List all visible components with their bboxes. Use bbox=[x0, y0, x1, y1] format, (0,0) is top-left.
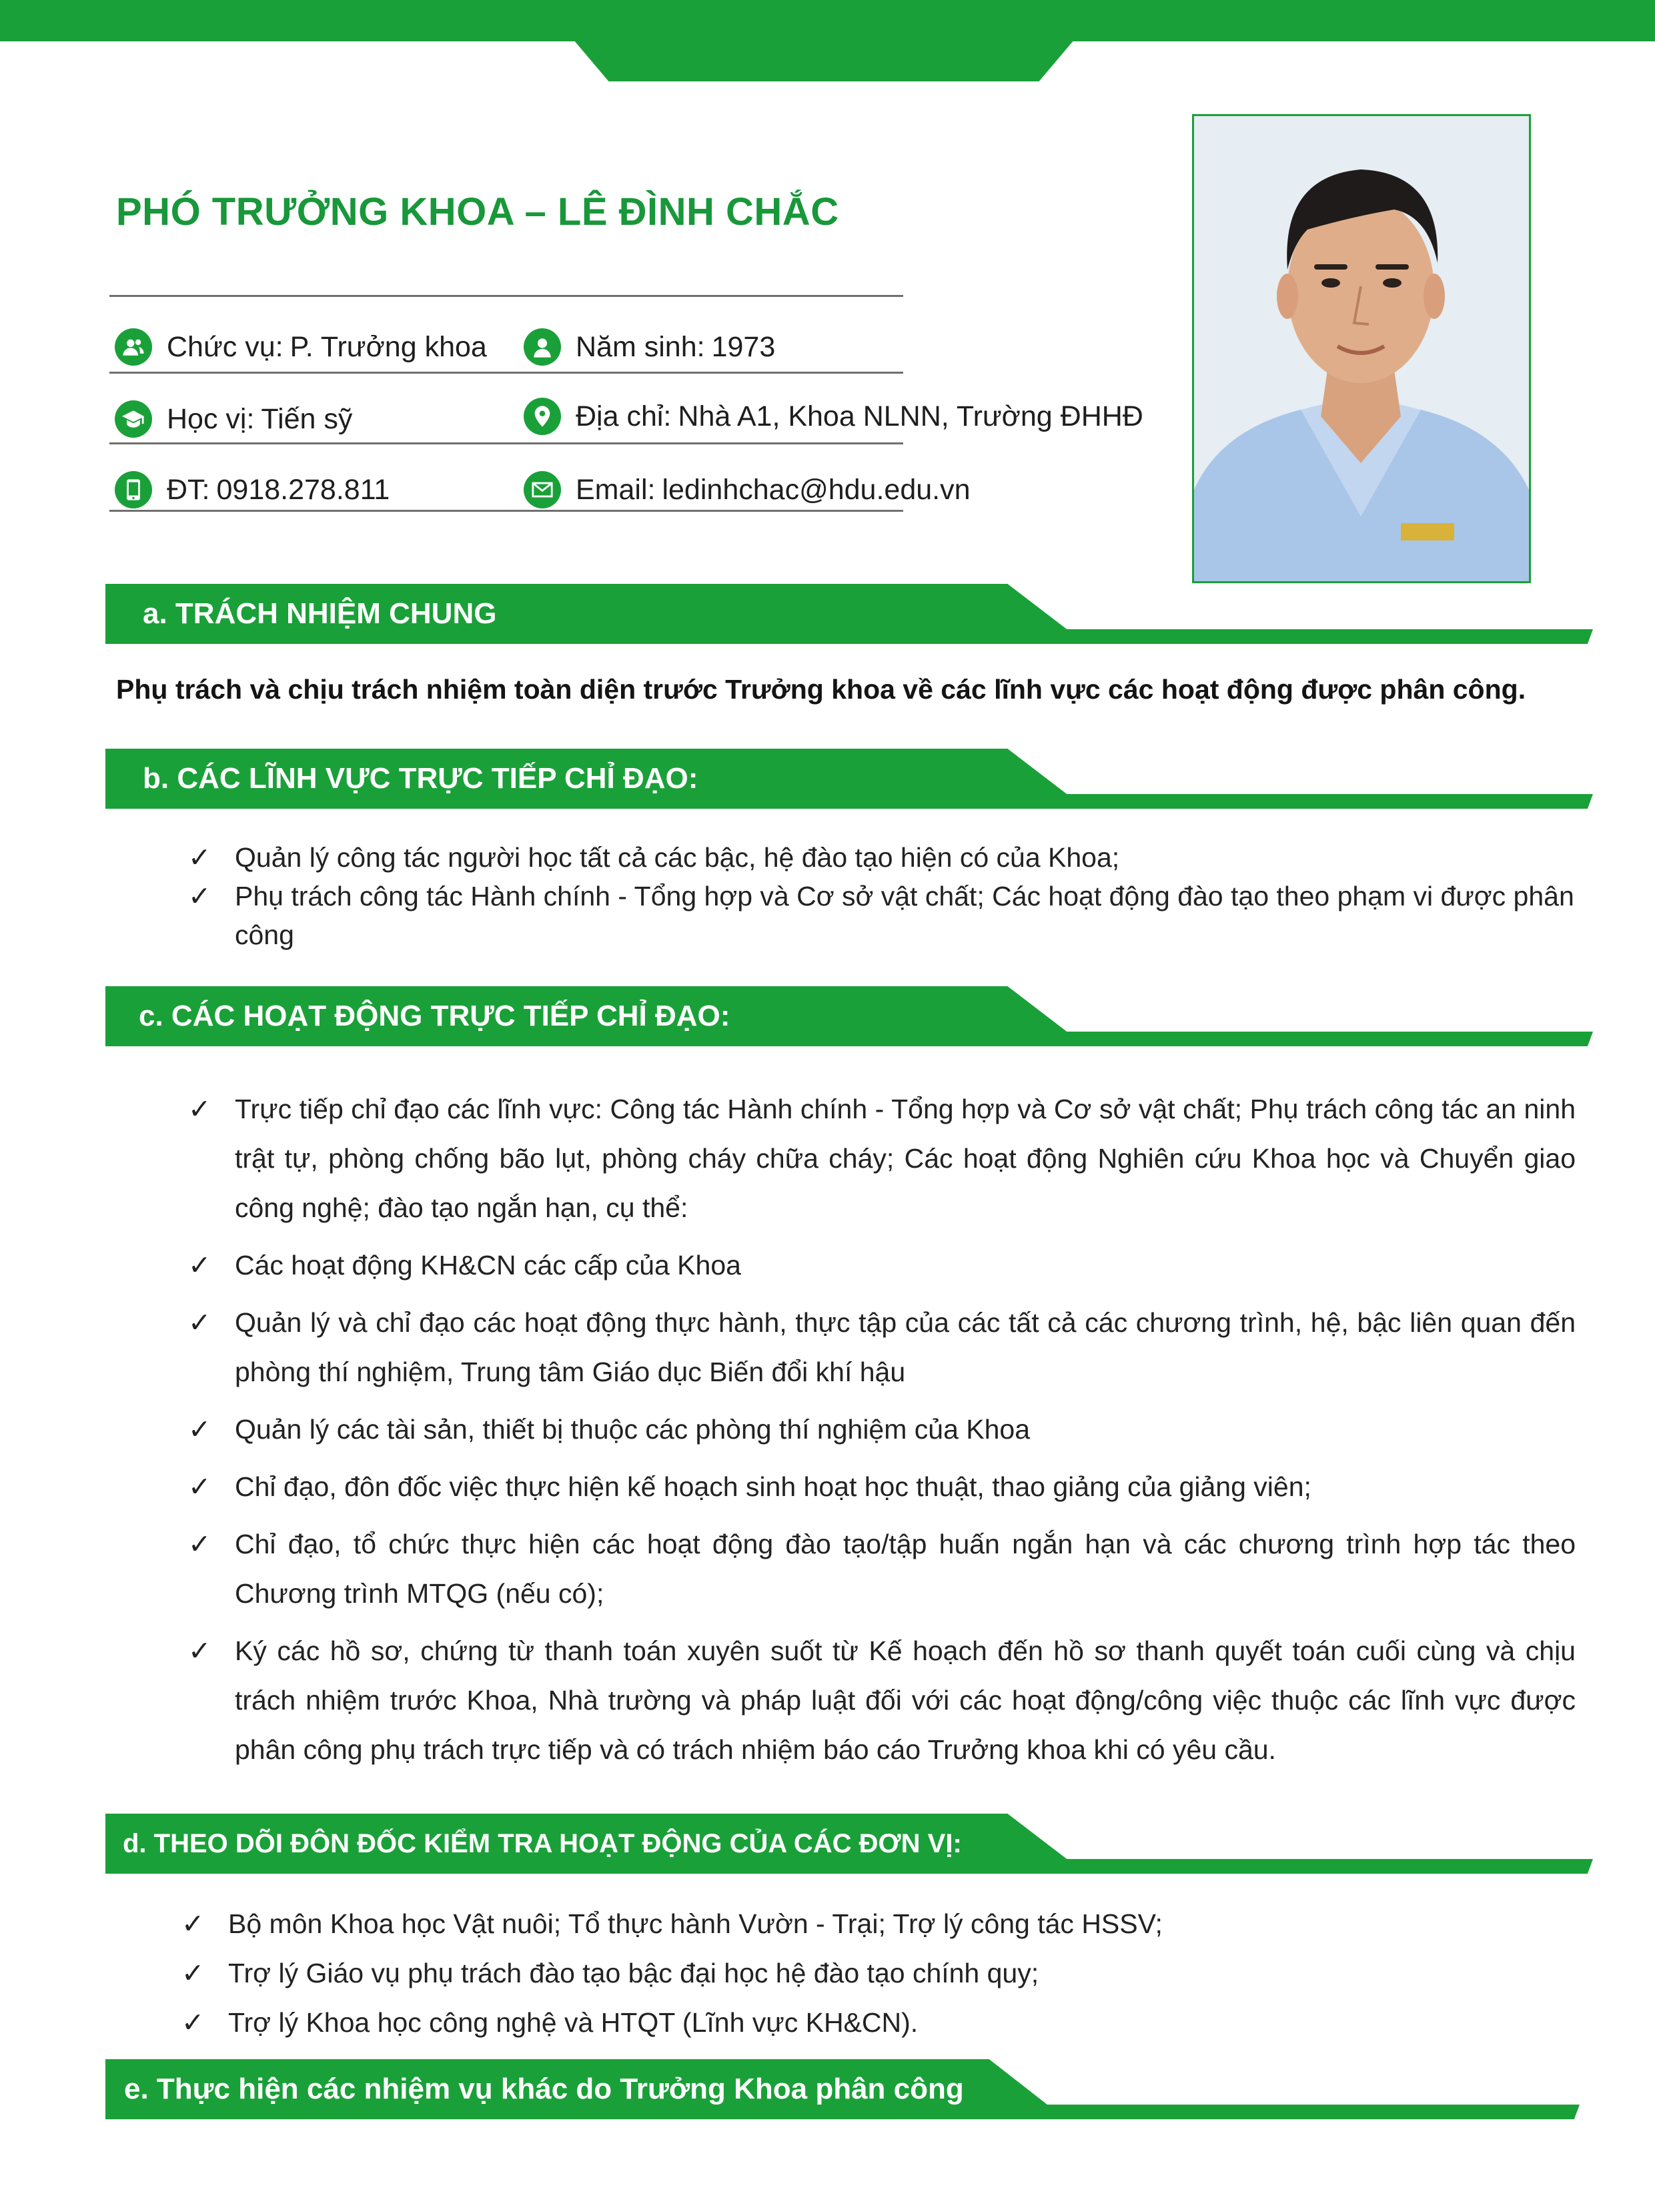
list-item: ✓ Chỉ đạo, đôn đốc việc thực hiện kế hoạch sinh hoạt học thuật, thao giảng của giảng viên; bbox=[188, 1462, 1576, 1511]
section-c-header bbox=[105, 986, 1593, 1046]
list-item: ✓ Trực tiếp chỉ đạo các lĩnh vực: Công tác Hành chính - Tổng hợp và Cơ sở vật chất; Phụ trách công tác an ninh trật tự, phòng chống bão lụt, phòng cháy chữa cháy; Các hoạt động Nghiên cứu Khoa học và Chuyển giao công nghệ; đào tạo ngắn hạn, cụ thể: bbox=[188, 1084, 1576, 1232]
position-row bbox=[115, 328, 487, 366]
address-row bbox=[524, 398, 1143, 435]
section-d-heading: d. THEO DÕI ĐÔN ĐỐC KIỂM TRA HOẠT ĐỘNG CỦA CÁC ĐƠN VỊ: bbox=[123, 1829, 962, 1858]
users-icon bbox=[115, 328, 152, 366]
check-icon: ✓ bbox=[188, 1250, 211, 1280]
divider bbox=[109, 295, 903, 297]
section-e-header bbox=[105, 2059, 1593, 2119]
position-value: P. Trưởng khoa bbox=[290, 330, 487, 363]
section-a-heading: a. TRÁCH NHIỆM CHUNG bbox=[143, 597, 497, 630]
list-item: ✓ Phụ trách công tác Hành chính - Tổng hợp và Cơ sở vật chất; Các hoạt động đào tạo theo phạm vi được phân công bbox=[188, 877, 1576, 954]
check-icon: ✓ bbox=[188, 1307, 211, 1338]
envelope-icon bbox=[524, 471, 561, 508]
degree-value: Tiến sỹ bbox=[261, 402, 353, 435]
list-item: ✓ Quản lý các tài sản, thiết bị thuộc các phòng thí nghiệm của Khoa bbox=[188, 1405, 1576, 1454]
check-icon: ✓ bbox=[188, 881, 211, 911]
list-item: ✓ Trợ lý Giáo vụ phụ trách đào tạo bậc đại học hệ đào tạo chính quy; bbox=[181, 1948, 1569, 1998]
list-item: ✓ Chỉ đạo, tổ chức thực hiện các hoạt động đào tạo/tập huấn ngắn hạn và các chương trình hợp tác theo Chương trình MTQG (nếu có); bbox=[188, 1519, 1576, 1618]
list-item: ✓ Bộ môn Khoa học Vật nuôi; Tổ thực hành Vườn - Trại; Trợ lý công tác HSSV; bbox=[181, 1899, 1569, 1948]
check-icon: ✓ bbox=[188, 1414, 211, 1445]
list-item: ✓ Quản lý công tác người học tất cả các bậc, hệ đào tạo hiện có của Khoa; bbox=[188, 838, 1576, 877]
email-label: Email: bbox=[576, 473, 656, 506]
section-a-header bbox=[105, 584, 1593, 644]
check-icon: ✓ bbox=[188, 842, 211, 873]
list-item: ✓ Ký các hồ sơ, chứng từ thanh toán xuyên suốt từ Kế hoạch đến hồ sơ thanh quyết toán cuối cùng và chịu trách nhiệm trước Khoa, Nhà trường và pháp luật đối với các hoạt động/công việc thuộc các lĩnh vực được phân công phụ trách trực tiếp và có trách nhiệm báo cáo Trưởng khoa khi có yêu cầu. bbox=[188, 1626, 1576, 1774]
address-label: Địa chỉ: bbox=[576, 400, 672, 432]
section-b-header bbox=[105, 749, 1593, 809]
section-e-heading: e. Thực hiện các nhiệm vụ khác do Trưởng Khoa phân công bbox=[124, 2073, 964, 2105]
section-d-list bbox=[181, 1899, 1569, 2047]
phone-value: 0918.278.811 bbox=[216, 473, 390, 506]
check-icon: ✓ bbox=[181, 1908, 205, 1939]
top-banner bbox=[0, 0, 1655, 41]
check-icon: ✓ bbox=[188, 1635, 211, 1666]
graduation-cap-icon bbox=[115, 400, 152, 438]
phone-label: ĐT: bbox=[167, 473, 210, 506]
email-link[interactable]: ledinhchac@hdu.edu.vn bbox=[662, 473, 971, 506]
check-icon: ✓ bbox=[188, 1529, 211, 1559]
check-icon: ✓ bbox=[181, 1958, 205, 1988]
address-value: Nhà A1, Khoa NLNN, Trường ĐHHĐ bbox=[678, 400, 1143, 432]
check-icon: ✓ bbox=[181, 2007, 205, 2038]
check-icon: ✓ bbox=[188, 1094, 211, 1124]
location-pin-icon bbox=[524, 398, 561, 435]
degree-row bbox=[115, 400, 352, 438]
top-banner-tab bbox=[574, 40, 1074, 81]
section-d-header bbox=[105, 1814, 1593, 1874]
portrait-photo bbox=[1192, 114, 1531, 583]
list-item: ✓ Quản lý và chỉ đạo các hoạt động thực hành, thực tập của các tất cả các chương trình, hệ, bậc liên quan đến phòng thí nghiệm, Trung tâm Giáo dục Biến đổi khí hậu bbox=[188, 1298, 1576, 1397]
position-label: Chức vụ: bbox=[167, 330, 284, 363]
birth-row bbox=[524, 328, 775, 366]
section-a-text: Phụ trách và chịu trách nhiệm toàn diện trước Trưởng khoa về các lĩnh vực các hoạt động được phân công. bbox=[116, 674, 1526, 705]
section-c-heading: c. CÁC HOẠT ĐỘNG TRỰC TIẾP CHỈ ĐẠO: bbox=[139, 1000, 730, 1032]
divider bbox=[109, 442, 903, 444]
divider bbox=[109, 510, 903, 512]
page-title: PHÓ TRƯỞNG KHOA – LÊ ĐÌNH CHẮC bbox=[116, 190, 839, 234]
section-c-list bbox=[188, 1084, 1576, 1774]
phone-icon bbox=[115, 471, 152, 508]
list-item: ✓ Trợ lý Khoa học công nghệ và HTQT (Lĩnh vực KH&CN). bbox=[181, 1998, 1569, 2047]
check-icon: ✓ bbox=[188, 1471, 211, 1502]
list-item: ✓ Các hoạt động KH&CN các cấp của Khoa bbox=[188, 1240, 1576, 1290]
email-row bbox=[524, 471, 971, 508]
section-b-heading: b. CÁC LĨNH VỰC TRỰC TIẾP CHỈ ĐẠO: bbox=[143, 762, 698, 795]
degree-label: Học vị: bbox=[167, 402, 255, 435]
person-icon bbox=[524, 328, 561, 366]
birth-value: 1973 bbox=[711, 330, 776, 363]
divider bbox=[109, 372, 903, 374]
birth-label: Năm sinh: bbox=[576, 330, 705, 363]
phone-row bbox=[115, 471, 390, 508]
section-b-list bbox=[188, 838, 1576, 954]
